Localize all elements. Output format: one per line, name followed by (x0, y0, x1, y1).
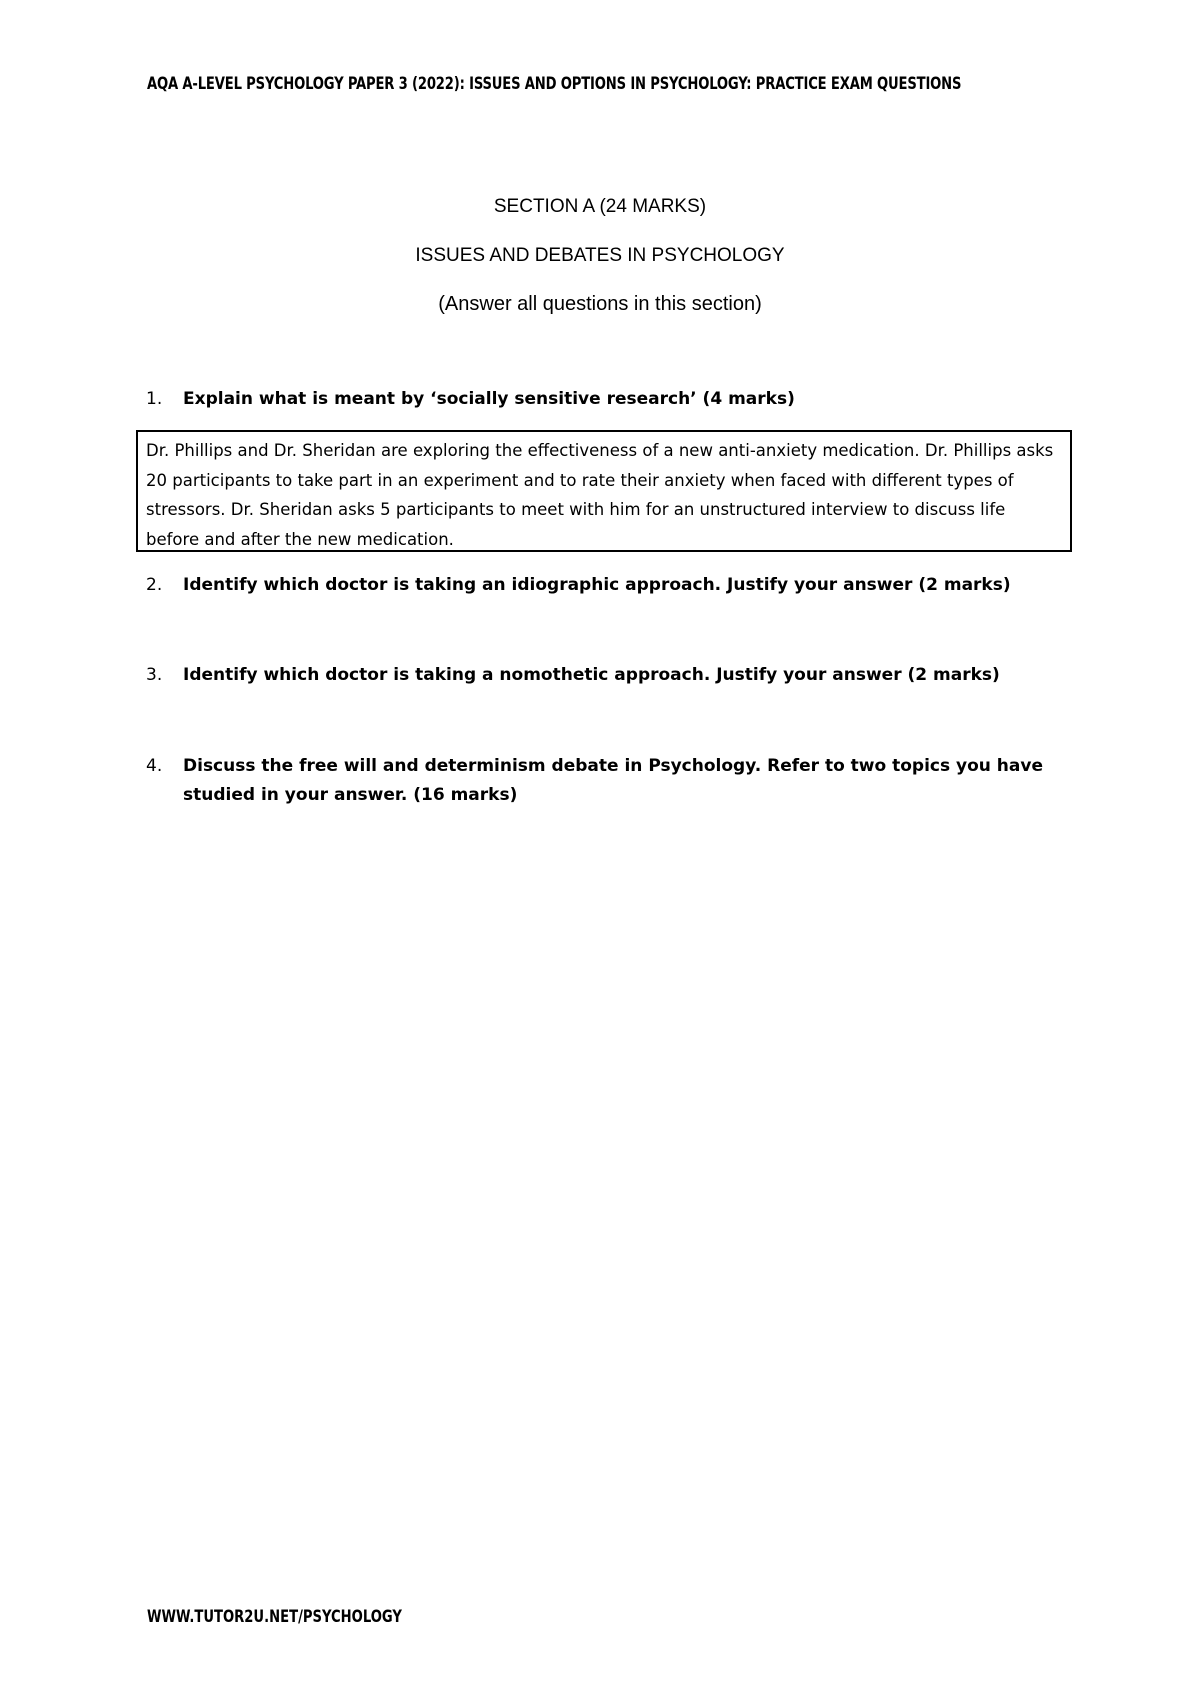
question-text: Discuss the free will and determinism debate in Psychology. Refer to two topics you have studied in your answer. (16 marks) (183, 756, 1043, 805)
question-number: 4. (146, 756, 163, 776)
footer-url: WWW.TUTOR2U.NET/PSYCHOLOGY (147, 1607, 402, 1627)
section-instruction: (Answer all questions in this section) (438, 293, 762, 315)
scenario-box: Dr. Phillips and Dr. Sheridan are exploring the effectiveness of a new anti-anxiety medication. Dr. Phillips asks 20 participants to take part in an experiment and to rate their anxiety when faced with different types of stressors. Dr. Sheridan asks 5 participants to meet with him for an unstructured interview to discuss life before and after the new medication. (136, 430, 1072, 552)
question-3 (146, 661, 1086, 690)
question-text: Identify which doctor is taking an idiographic approach. Justify your answer (2 marks) (183, 575, 1011, 595)
question-2 (146, 571, 1086, 600)
section-title: SECTION A (24 MARKS) (493, 196, 707, 217)
question-1 (146, 385, 1086, 414)
question-text: Identify which doctor is taking a nomothetic approach. Justify your answer (2 marks) (183, 665, 1000, 685)
question-number: 2. (146, 575, 163, 595)
question-4 (146, 752, 1086, 810)
section-subtitle: ISSUES AND DEBATES IN PSYCHOLOGY (415, 245, 785, 266)
question-number: 1. (146, 389, 163, 409)
question-text: Explain what is meant by ‘socially sensitive research’ (4 marks) (183, 389, 795, 409)
question-number: 3. (146, 665, 163, 685)
document-header: AQA A-LEVEL PSYCHOLOGY PAPER 3 (2022): ISSUES AND OPTIONS IN PSYCHOLOGY: PRACTICE EXAM QUESTIONS (147, 74, 962, 94)
